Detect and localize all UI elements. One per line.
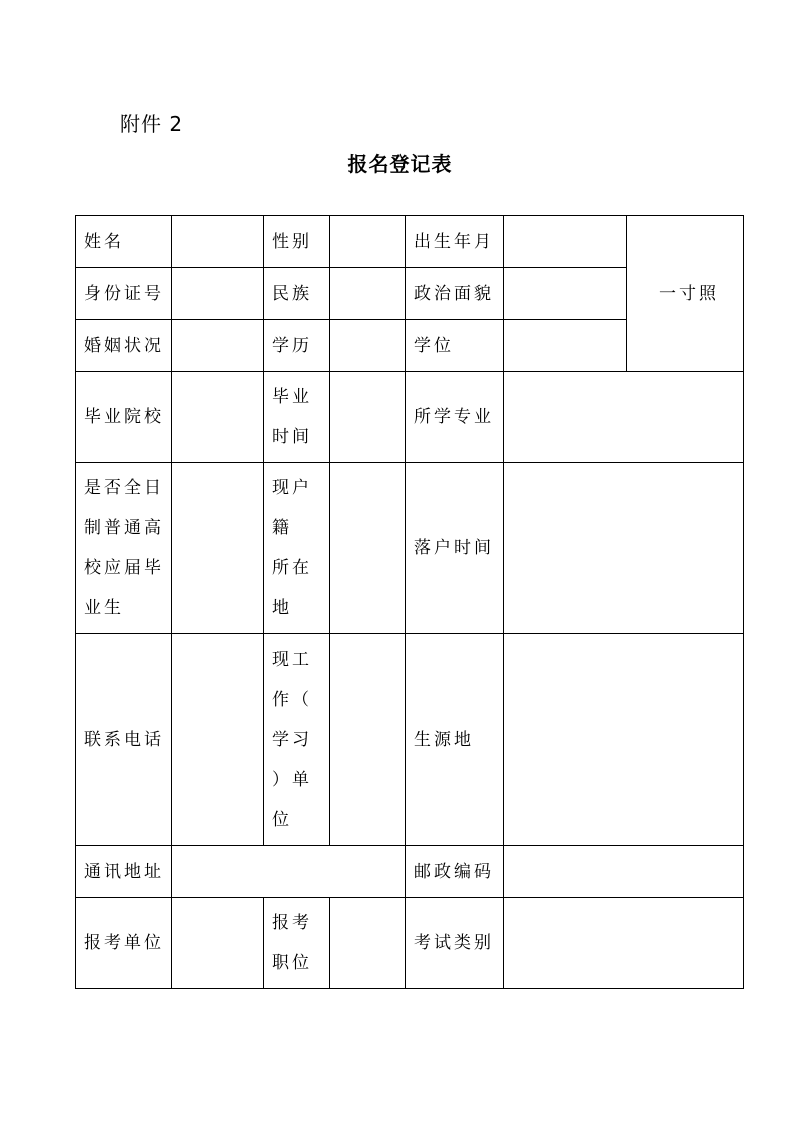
major-label: 所学专业 [406,372,504,463]
exam-type-field[interactable] [504,898,744,989]
settlement-time-field[interactable] [504,463,744,634]
degree-field[interactable] [504,320,627,372]
household-registration-label: 现户 籍 所在 地 [264,463,330,634]
school-label: 毕业院校 [76,372,172,463]
marital-status-label: 婚姻状况 [76,320,172,372]
graduation-time-label: 毕业 时间 [264,372,330,463]
gender-label: 性别 [264,216,330,268]
work-unit-field[interactable] [330,634,406,846]
household-registration-field[interactable] [330,463,406,634]
attachment-label: 附件 2 [120,112,184,136]
settlement-time-label: 落户时间 [406,463,504,634]
origin-label: 生源地 [406,634,504,846]
apply-unit-label: 报考单位 [76,898,172,989]
fulltime-graduate-label: 是否全日 制普通高 校应届毕 业生 [76,463,172,634]
address-field[interactable] [172,846,406,898]
marital-status-field[interactable] [172,320,264,372]
gender-field[interactable] [330,216,406,268]
ethnicity-field[interactable] [330,268,406,320]
ethnicity-label: 民族 [264,268,330,320]
education-field[interactable] [330,320,406,372]
postcode-label: 邮政编码 [406,846,504,898]
birth-date-field[interactable] [504,216,627,268]
exam-type-label: 考试类别 [406,898,504,989]
id-number-field[interactable] [172,268,264,320]
phone-field[interactable] [172,634,264,846]
id-number-label: 身份证号 [76,268,172,320]
name-field[interactable] [172,216,264,268]
work-unit-label: 现工 作（ 学习 ）单 位 [264,634,330,846]
school-field[interactable] [172,372,264,463]
photo-box[interactable]: 一寸照 [627,216,744,372]
major-field[interactable] [504,372,744,463]
degree-label: 学位 [406,320,504,372]
registration-form-table [75,215,744,989]
apply-position-label: 报考 职位 [264,898,330,989]
apply-unit-field[interactable] [172,898,264,989]
name-label: 姓名 [76,216,172,268]
political-status-label: 政治面貌 [406,268,504,320]
political-status-field[interactable] [504,268,627,320]
apply-position-field[interactable] [330,898,406,989]
origin-field[interactable] [504,634,744,846]
phone-label: 联系电话 [76,634,172,846]
postcode-field[interactable] [504,846,744,898]
education-label: 学历 [264,320,330,372]
graduation-time-field[interactable] [330,372,406,463]
fulltime-graduate-field[interactable] [172,463,264,634]
form-title: 报名登记表 [347,152,453,176]
address-label: 通讯地址 [76,846,172,898]
birth-date-label: 出生年月 [406,216,504,268]
